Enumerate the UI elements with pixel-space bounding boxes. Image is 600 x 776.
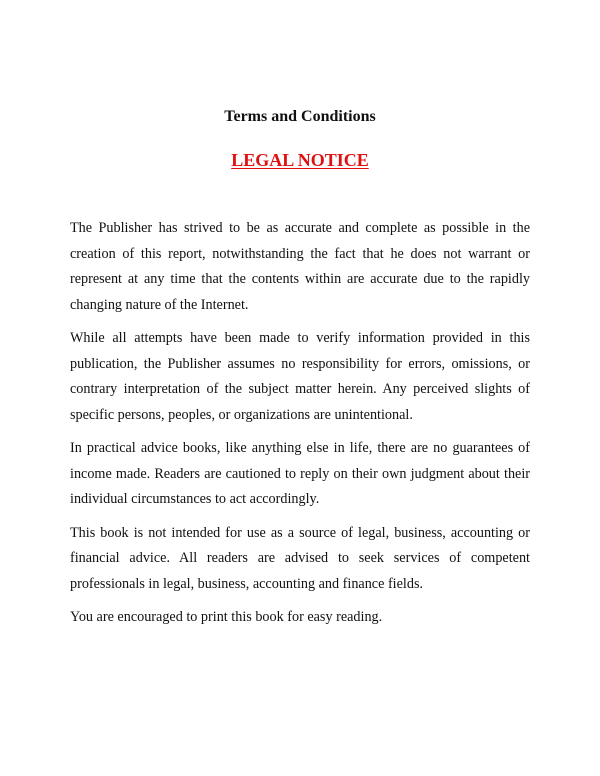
- paragraph-accuracy: The Publisher has strived to be as accurate and complete as possible in the creation of this report, notwithstanding the fact that he does not warrant or represent at any time that the contents within are accurate due to the rapidly changing nature of the Internet.: [70, 220, 530, 313]
- paragraph-guarantees: In practical advice books, like anything else in life, there are no guarantees of income made. Readers are cautioned to reply on their own judgment about their individual circumstances to act accordingly.: [70, 440, 530, 507]
- paragraph-responsibility: While all attempts have been made to verify information provided in this publication, the Publisher assumes no responsibility for errors, omissions, or contrary interpretation of the subject matter herein. Any perceived slights of specific persons, peoples, or organizations are unintentional.: [70, 330, 530, 423]
- legal-notice-text: LEGAL NOTICE: [231, 150, 369, 170]
- legal-notice-heading: [0, 149, 600, 171]
- paragraph-advice: This book is not intended for use as a source of legal, business, accounting or financial advice. All readers are advised to seek services of competent professionals in legal, business, accounting and finance fields.: [70, 524, 530, 592]
- page-title: Terms and Conditions: [224, 108, 376, 125]
- paragraph-print: You are encouraged to print this book for easy reading.: [70, 609, 383, 625]
- body-text: [70, 216, 530, 639]
